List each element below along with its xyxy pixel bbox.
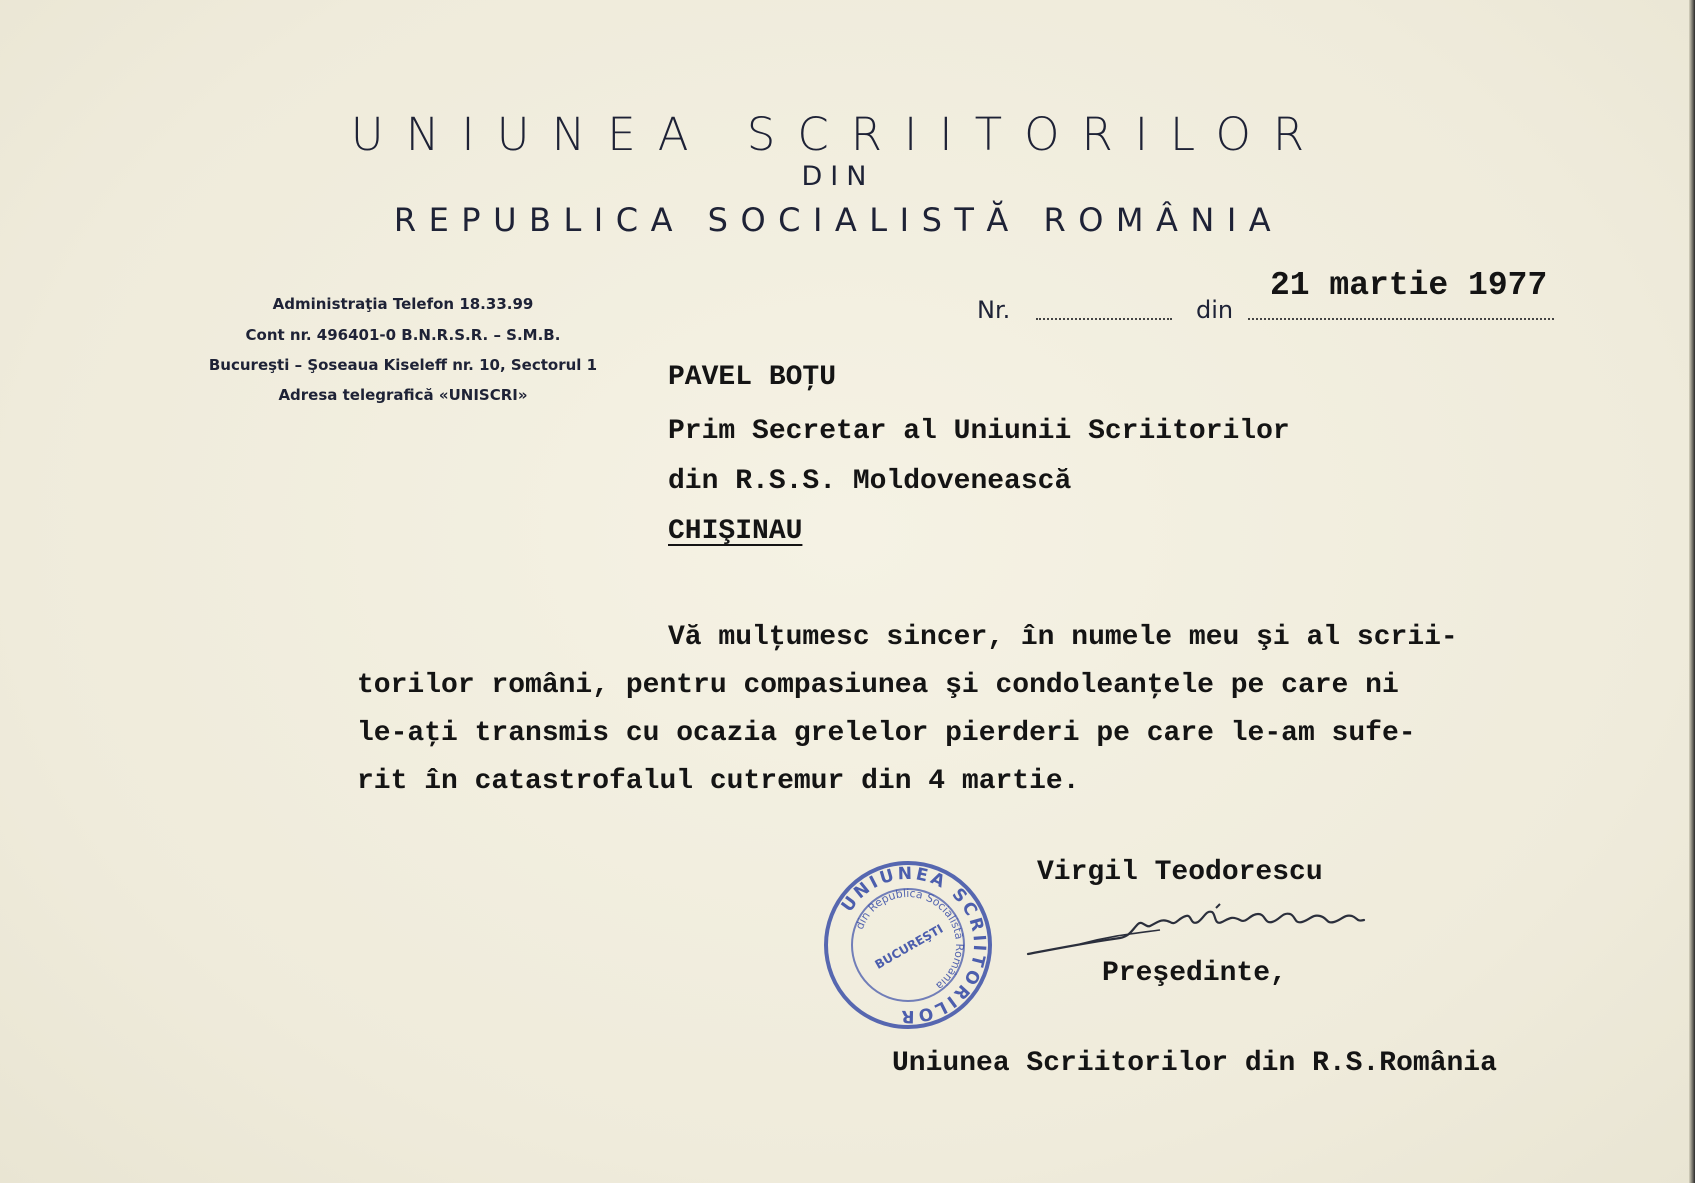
reference-date-dotted-line [1248, 318, 1554, 320]
stamp-center-text: BUCUREŞTI [872, 921, 946, 972]
address-line-admin: Administraţia Telefon 18.33.99 [272, 295, 534, 313]
letterhead-title: UNIUNEA SCRIITORILOR [350, 108, 1327, 161]
body-line-1: Vă mulţumesc sincer, în numele meu şi al scrii- [668, 622, 1458, 653]
signer-name: Virgil Teodorescu [1037, 857, 1323, 888]
signer-organization: Uniunea Scriitorilor din R.S.România [892, 1048, 1497, 1079]
reference-nr-label: Nr. [977, 296, 1011, 324]
body-line-4: rit în catastrofalul cutremur din 4 martie. [357, 766, 1080, 797]
recipient-republic: din R.S.S. Moldovenească [668, 466, 1072, 497]
recipient-title: Prim Secretar al Uniunii Scriitorilor [668, 416, 1290, 447]
reference-din-label: din [1196, 296, 1234, 324]
stamp-outer-text: UNIUNEA SCRIITORILOR [837, 863, 990, 1027]
address-line-account: Cont nr. 496401-0 B.N.R.S.R. – S.M.B. [245, 326, 561, 344]
recipient-city: CHIŞINAU [668, 516, 803, 547]
recipient-name: PAVEL BOŢU [668, 362, 837, 393]
letterhead-din: DIN [801, 161, 875, 192]
signer-title: Preşedinte, [1102, 958, 1287, 989]
letterhead-republic: REPUBLICA SOCIALISTĂ ROMÂNIA [393, 201, 1284, 239]
body-line-2: torilor români, pentru compasiunea şi condoleanţele pe care ni [357, 670, 1399, 701]
address-line-street: Bucureşti – Şoseaua Kiseleff nr. 10, Sectorul 1 [208, 356, 598, 374]
stamp-inner-text: din Republica Socialistă România [852, 886, 967, 993]
address-line-telegraph: Adresa telegrafică «UNISCRI» [278, 386, 528, 404]
body-line-3: le-aţi transmis cu ocazia grelelor pierderi pe care le-am sufe- [357, 718, 1416, 749]
page-edge-shadow [1689, 0, 1695, 1183]
official-stamp [818, 855, 998, 1035]
reference-date: 21 martie 1977 [1270, 267, 1548, 304]
reference-nr-dotted-line [1036, 318, 1172, 320]
